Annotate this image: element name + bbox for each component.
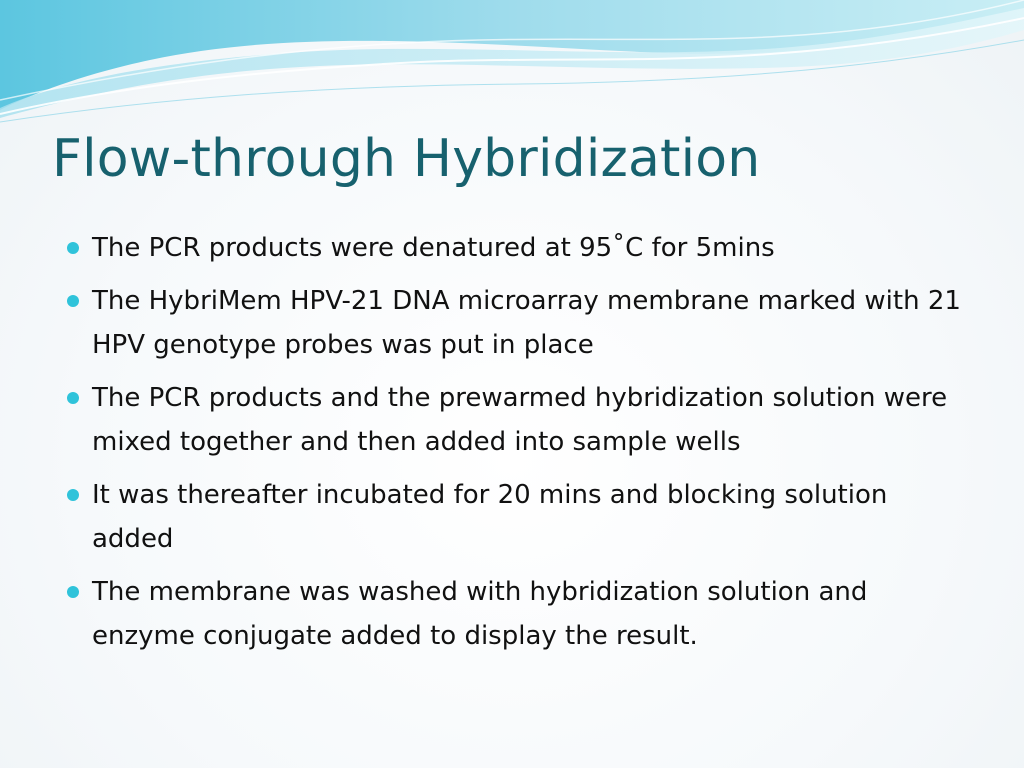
bullet-text: The HybriMem HPV-21 DNA microarray membrane marked with 21 HPV genotype probes was put in place bbox=[92, 286, 961, 360]
bullet-text: The membrane was washed with hybridization solution and enzyme conjugate added to display the result. bbox=[92, 577, 868, 651]
bullet-text: The PCR products and the prewarmed hybridization solution were mixed together and then added into sample wells bbox=[92, 383, 948, 457]
bullet-item bbox=[64, 226, 964, 270]
header-wave-decoration bbox=[0, 0, 1024, 130]
bullet-item bbox=[64, 570, 964, 658]
bullet-dot-icon bbox=[67, 295, 79, 307]
bullet-item bbox=[64, 376, 964, 464]
bullet-item bbox=[64, 279, 964, 367]
bullet-dot-icon bbox=[67, 392, 79, 404]
bullet-item bbox=[64, 473, 964, 561]
bullet-text: The PCR products were denatured at 95˚C for 5mins bbox=[92, 233, 775, 263]
bullet-dot-icon bbox=[67, 489, 79, 501]
bullet-list bbox=[64, 226, 964, 667]
bullet-dot-icon bbox=[67, 242, 79, 254]
bullet-text: It was thereafter incubated for 20 mins and blocking solution added bbox=[92, 480, 888, 554]
bullet-dot-icon bbox=[67, 586, 79, 598]
slide-title: Flow-through Hybridization bbox=[52, 129, 761, 189]
